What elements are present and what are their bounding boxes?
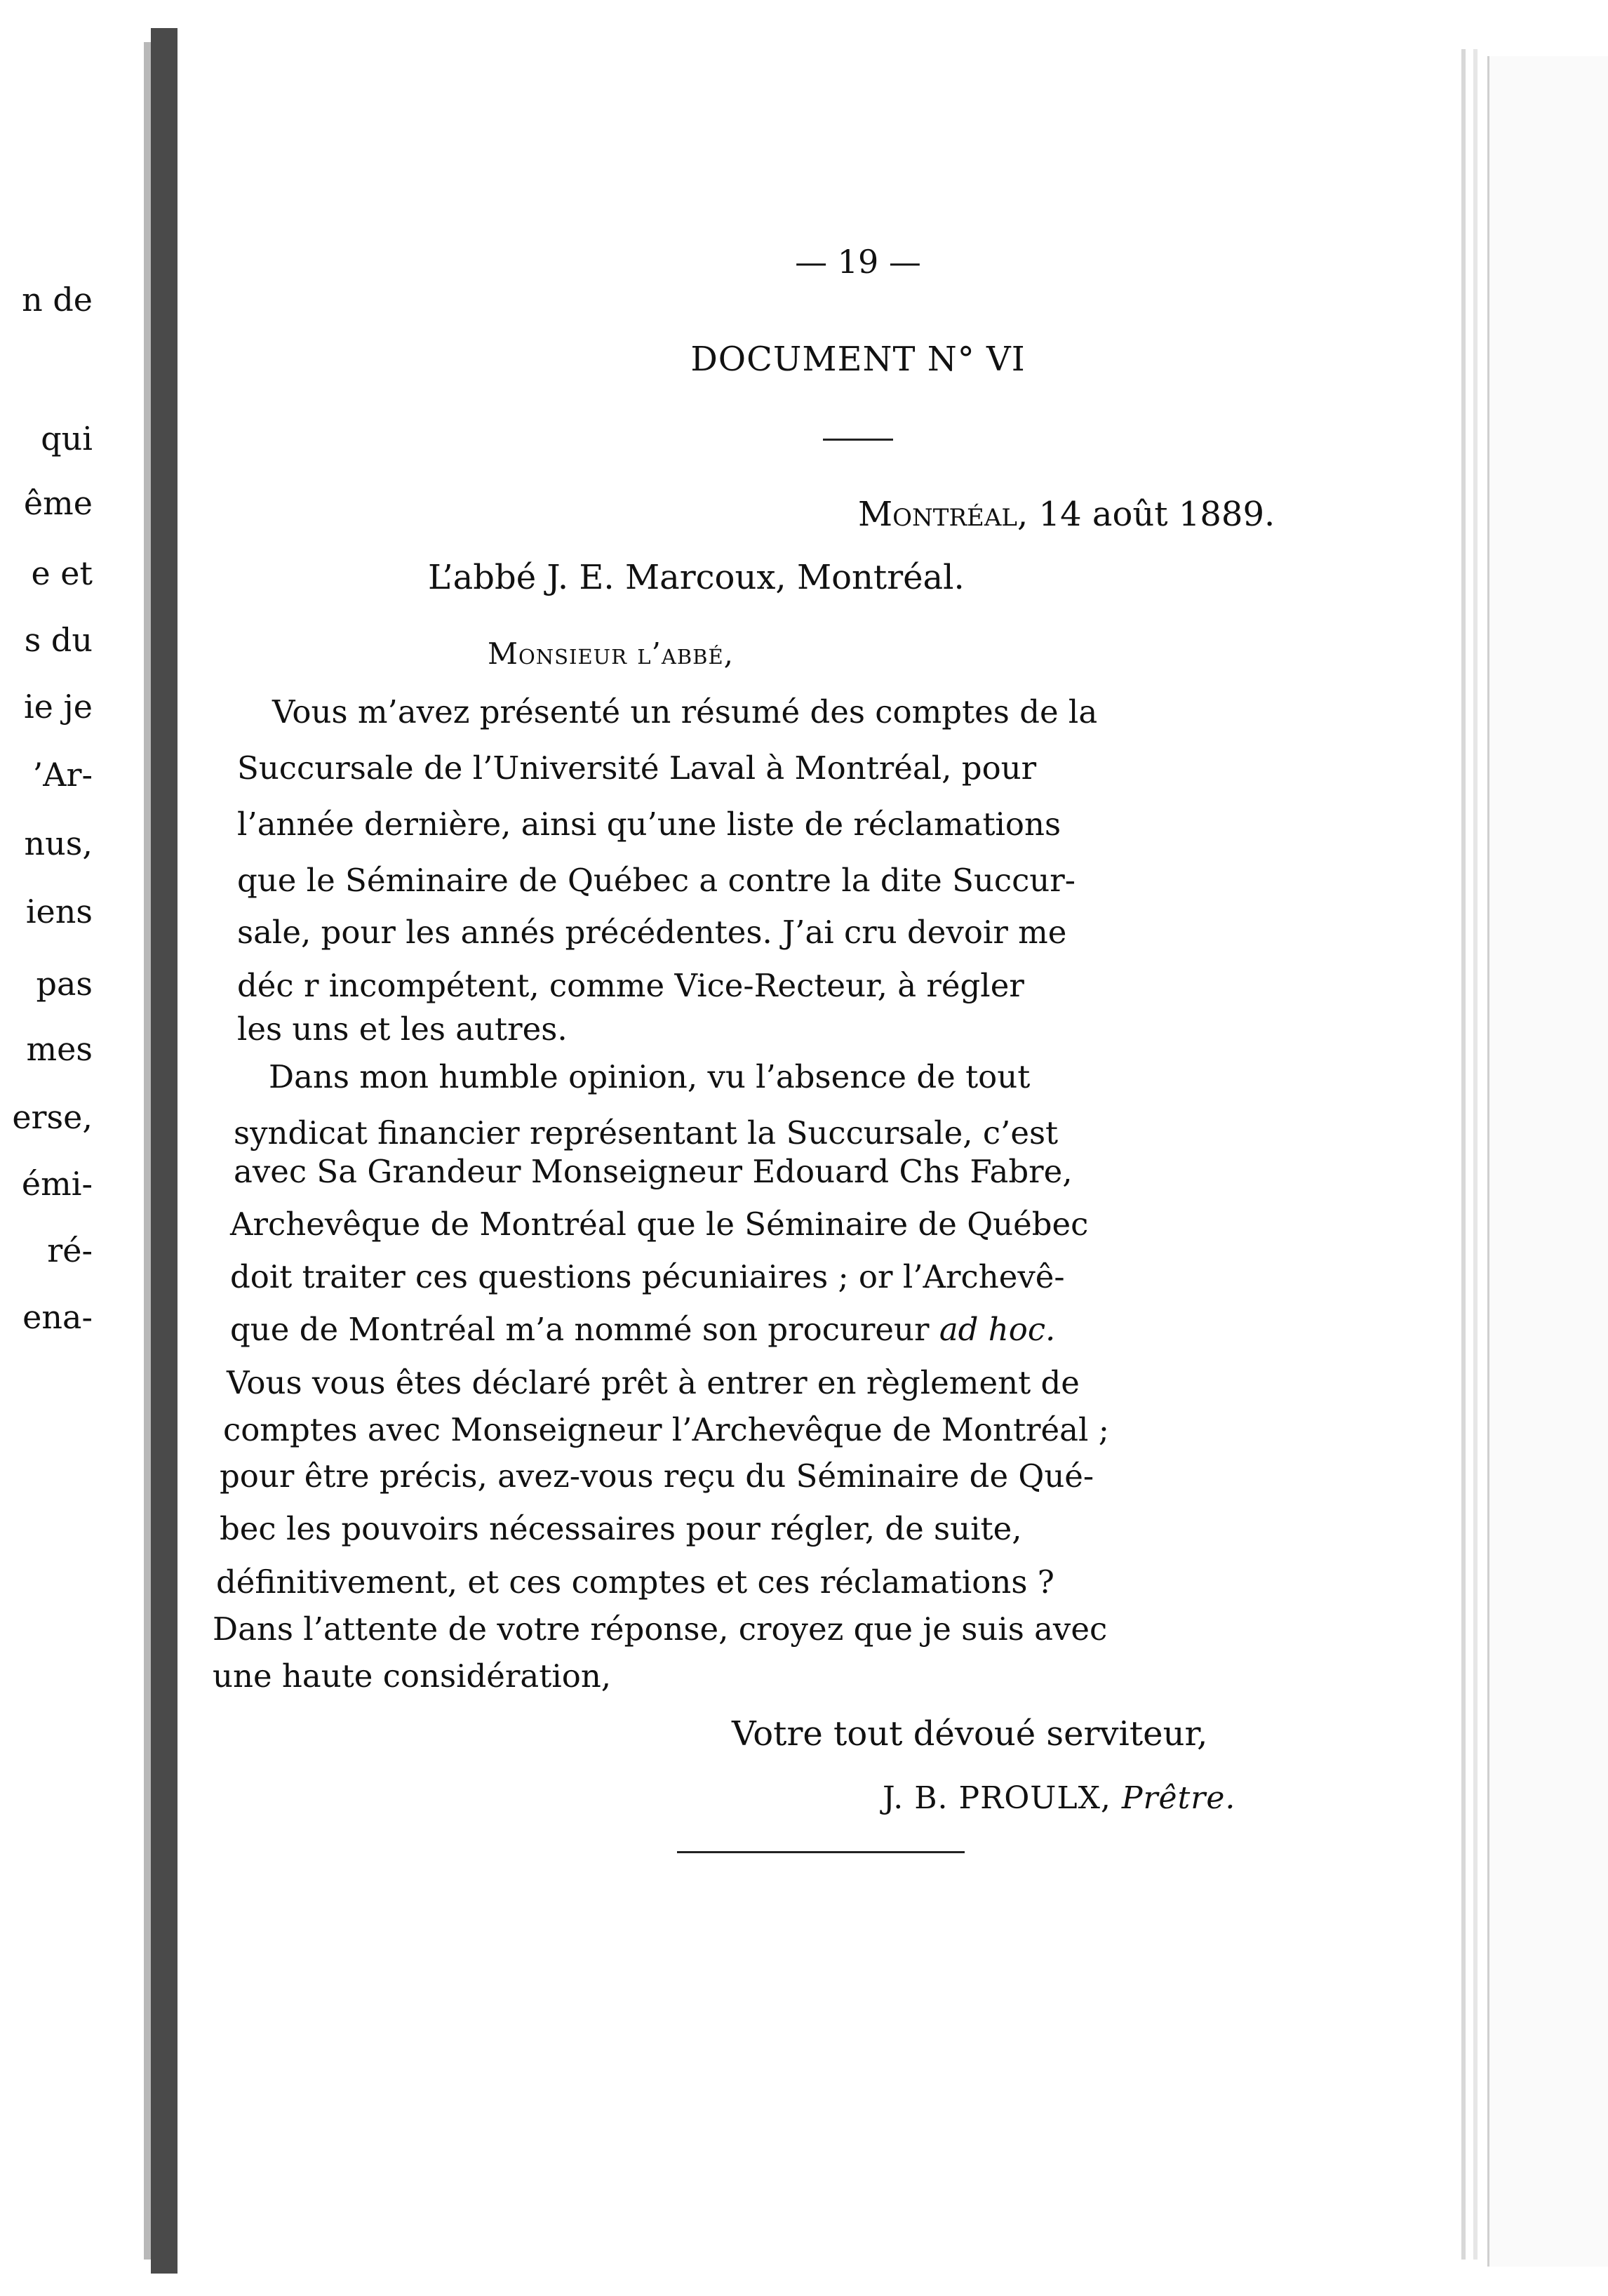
facing-line: ré- [47,1232,93,1269]
facing-line: iens [25,893,93,930]
body-line: l’année dernière, ainsi qu’une liste de réclamations [237,806,1061,843]
page-edge [1473,49,1478,2260]
dateline-city: Montréal [858,495,1018,534]
body-line: doit traiter ces questions pécuniaires ; or l’Archevê- [230,1258,1065,1295]
signature-name: J. B. PROULX, [883,1780,1111,1816]
signature [883,1780,1235,1816]
facing-line: ena- [22,1298,93,1336]
addressee: L’abbé J. E. Marcoux, Montréal. [428,558,965,597]
body-line [230,1311,1055,1348]
facing-line: mes [26,1030,93,1068]
binding-gutter [151,28,177,2274]
signature-title: Prêtre. [1121,1780,1236,1816]
body-line: Dans l’attente de votre réponse, croyez que je suis avec [213,1610,1108,1648]
body-line: pour être précis, avez-vous reçu du Séminaire de Qué- [220,1457,1094,1495]
facing-line: ême [23,484,93,522]
body-line-text: que de Montréal m’a nommé son procureur [230,1311,939,1348]
document-page [177,0,1461,2296]
facing-line: e et [31,554,93,592]
body-line: déc r incompétent, comme Vice-Recteur, à régler [237,967,1024,1004]
facing-line: qui [41,420,93,458]
body-line: avec Sa Grandeur Monseigneur Edouard Chs Fabre, [234,1153,1073,1190]
facing-line: s du [24,621,93,659]
document-heading: DOCUMENT N° VI [690,340,1026,379]
facing-line: erse, [12,1098,93,1136]
facing-line: ’Ar- [32,756,93,794]
stacked-page-edges [1487,56,1608,2267]
latin-phrase: ad hoc. [939,1311,1056,1348]
heading-rule [823,439,893,441]
body-line: bec les pouvoirs nécessaires pour régler, de suite, [220,1510,1022,1547]
body-line: Succursale de l’Université Laval à Montréal, pour [237,749,1037,787]
facing-page-fragment [0,0,147,2296]
body-line: Dans mon humble opinion, vu l’absence de tout [269,1058,1031,1095]
body-line: que le Séminaire de Québec a contre la dite Succur- [237,862,1076,899]
salutation: Monsieur l’abbé, [488,636,734,671]
facing-line: n de [22,281,93,319]
body-line: Archevêque de Montréal que le Séminaire de Québec [230,1206,1089,1243]
page-number: — 19 — [795,243,921,281]
body-line: syndicat financier représentant la Succursale, c’est [234,1114,1059,1152]
facing-line: émi- [21,1165,93,1203]
dateline [858,495,1275,534]
closing-rule [677,1851,965,1853]
page-edge [1461,49,1466,2260]
body-line: définitivement, et ces comptes et ces réclamations ? [216,1563,1054,1601]
body-line: Vous m’avez présenté un résumé des comptes de la [272,693,1098,730]
body-line: comptes avec Monseigneur l’Archevêque de Montréal ; [223,1411,1109,1448]
body-line: sale, pour les annés précédentes. J’ai cru devoir me [237,914,1067,951]
facing-line: nus, [24,825,93,862]
body-line: les uns et les autres. [237,1010,568,1048]
facing-line: ie je [23,688,93,726]
body-line: une haute considération, [213,1657,612,1695]
facing-line: pas [36,965,93,1003]
closing-line: Votre tout dévoué serviteur, [732,1714,1208,1754]
body-line: Vous vous êtes déclaré prêt à entrer en règlement de [227,1364,1080,1401]
dateline-date: , 14 août 1889. [1017,495,1275,534]
